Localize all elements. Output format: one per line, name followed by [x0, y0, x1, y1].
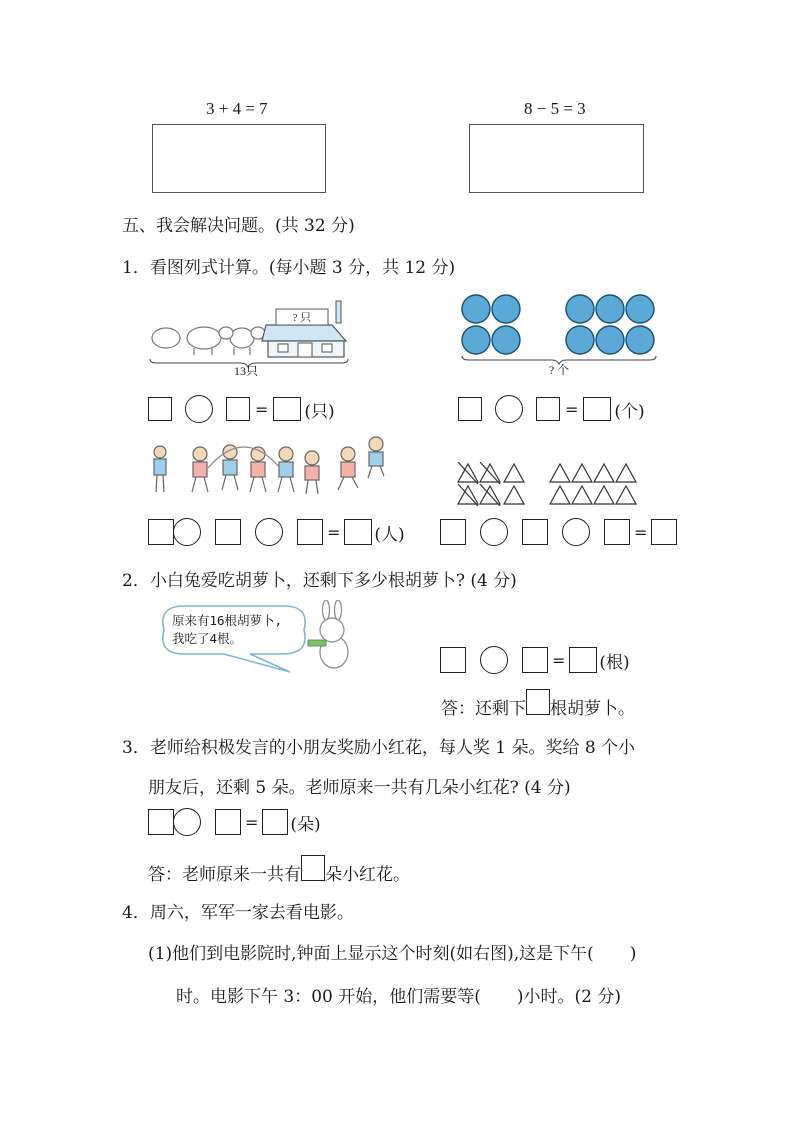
answer-box[interactable] — [536, 397, 560, 421]
operator-circle[interactable] — [173, 518, 201, 546]
answer-box[interactable] — [297, 519, 323, 545]
answer-prefix: 答：老师原来一共有 — [148, 865, 301, 885]
unit-label: (只) — [304, 401, 335, 422]
q1b-answer-row — [458, 395, 645, 423]
question-4-sub-1 — [148, 939, 636, 964]
result-box[interactable] — [344, 519, 372, 545]
answer-box[interactable] — [226, 397, 250, 421]
q1c-answer-row — [148, 518, 405, 546]
answer-box[interactable] — [215, 809, 241, 835]
q3-answer-row — [148, 808, 321, 836]
result-box[interactable] — [569, 647, 597, 673]
operator-circle[interactable] — [255, 518, 283, 546]
answer-box[interactable] — [522, 519, 548, 545]
answer-box[interactable] — [440, 519, 466, 545]
sub-1-text: (1)他们到电影院时,钟面上显示这个时刻(如右图),这是下午( — [148, 944, 594, 964]
operator-circle[interactable] — [562, 518, 590, 546]
q2-answer-row — [440, 646, 630, 674]
answer-box[interactable] — [148, 809, 174, 835]
sub-2-text: 时。电影下午 3：00 开始，他们需要等( — [176, 987, 481, 1007]
operator-circle[interactable] — [480, 646, 508, 674]
result-box[interactable] — [651, 519, 677, 545]
answer-box[interactable] — [458, 397, 482, 421]
answer-box[interactable] — [148, 397, 172, 421]
unit-label: (个) — [614, 401, 645, 422]
operator-circle[interactable] — [480, 518, 508, 546]
speech-bubble-line-2: 我吃了4根。 — [172, 631, 243, 646]
answer-box[interactable] — [148, 519, 174, 545]
sub-1-close: ) — [629, 944, 637, 964]
operator-circle[interactable] — [173, 808, 201, 836]
answer-blank-box[interactable] — [301, 855, 325, 881]
speech-bubble-line-1: 原来有16根胡萝卜, — [172, 613, 283, 628]
top-equation-left: 3 + 4 = 7 — [206, 99, 268, 118]
answer-box[interactable] — [604, 519, 630, 545]
unit-label: (朵) — [290, 814, 321, 835]
total-sheep-label: 13只 — [233, 364, 259, 377]
q2-answer-sentence — [441, 694, 635, 719]
result-box[interactable] — [262, 809, 288, 835]
unit-label: (根) — [599, 652, 630, 673]
answer-suffix: 根胡萝卜。 — [550, 699, 635, 719]
q1a-answer-row — [148, 395, 335, 423]
equals-sign: = — [245, 812, 259, 832]
answer-box[interactable] — [215, 519, 241, 545]
question-3-line-1: 3．老师给积极发言的小朋友奖励小红花，每人奖 1 朵。奖给 8 个小 — [122, 738, 636, 758]
top-equation-right: 8 − 5 = 3 — [524, 99, 586, 118]
house-question-label: ? 只 — [292, 312, 312, 324]
drawing-box-right[interactable] — [469, 124, 644, 193]
result-box[interactable] — [583, 397, 611, 421]
operator-circle[interactable] — [495, 395, 523, 423]
answer-suffix: 朵小红花。 — [325, 865, 410, 885]
result-box[interactable] — [273, 397, 301, 421]
answer-box[interactable] — [522, 647, 548, 673]
unit-label: (人) — [374, 524, 405, 545]
balls-illustration — [456, 290, 662, 376]
equals-sign: = — [634, 522, 648, 542]
question-2-title: 2．小白兔爱吃胡萝卜，还剩下多少根胡萝卜? (4 分) — [122, 571, 517, 591]
question-3-line-2: 朋友后，还剩 5 朵。老师原来一共有几朵小红花? (4 分) — [148, 778, 571, 798]
triangles-illustration — [456, 462, 642, 506]
equals-sign: = — [327, 522, 341, 542]
q3-answer-sentence — [148, 860, 410, 885]
answer-box[interactable] — [440, 647, 466, 673]
question-1-title: 1．看图列式计算。(每小题 3 分，共 12 分) — [122, 258, 456, 278]
equals-sign: = — [552, 650, 566, 670]
equals-sign: = — [565, 399, 579, 419]
answer-blank-box[interactable] — [526, 689, 550, 715]
answer-prefix: 答：还剩下 — [441, 699, 526, 719]
equals-sign: = — [255, 399, 269, 419]
question-4-sub-2 — [176, 982, 621, 1007]
q1d-answer-row — [440, 518, 677, 546]
question-4-title: 4．周六，军军一家去看电影。 — [122, 903, 354, 923]
sheep-house-illustration — [146, 293, 352, 377]
drawing-box-left[interactable] — [152, 124, 326, 193]
operator-circle[interactable] — [185, 395, 213, 423]
section-title: 五、我会解决问题。(共 32 分) — [122, 216, 355, 236]
children-illustration — [148, 432, 398, 504]
total-balls-label: ? 个 — [548, 363, 570, 376]
sub-2-close: )小时。(2 分) — [516, 987, 622, 1007]
